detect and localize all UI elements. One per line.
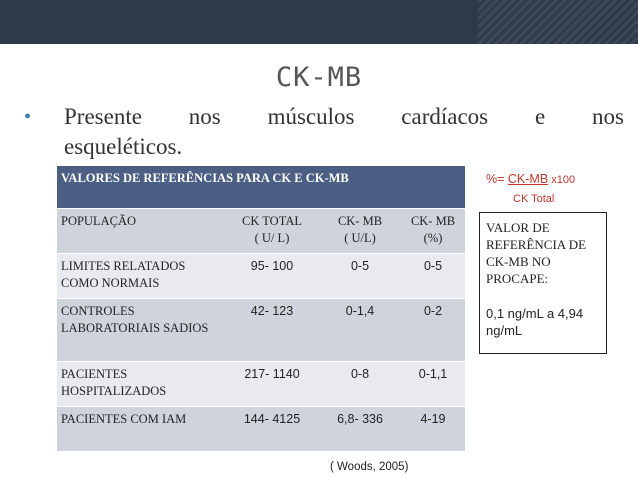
banner-stripes [478, 0, 638, 44]
col-header-population: POPULAÇÃO [57, 209, 225, 254]
col-header-ck-total-unit: ( U/ L) [254, 231, 290, 245]
slide-title: CK-MB [275, 62, 363, 93]
col-header-ckmb-pct [401, 209, 465, 254]
cell-population: CONTROLES LABORATORIAIS SADIOS [57, 299, 225, 362]
col-header-ckmb-pct-label: CK- MB [410, 214, 456, 228]
cell-ckmb: 0-1,4 [319, 299, 401, 362]
cell-population: PACIENTES COM IAM [57, 407, 225, 452]
cell-population: LIMITES RELATADOS COMO NORMAIS [57, 254, 225, 299]
table-row [57, 362, 465, 407]
col-header-ck-total [225, 209, 319, 254]
bullet-dot-icon: • [24, 106, 32, 128]
col-header-ckmb-unit: ( U/L) [344, 231, 376, 245]
bullet-word: músculos [267, 104, 355, 129]
citation: ( Woods, 2005) [330, 461, 409, 473]
col-header-ck-total-label: CK TOTAL [242, 214, 302, 228]
cell-ck-total: 95- 100 [225, 254, 319, 299]
cell-ckmb: 6,8- 336 [319, 407, 401, 452]
table-row [57, 407, 465, 452]
cell-ckmb: 0-5 [319, 254, 401, 299]
cell-ck-total: 42- 123 [225, 299, 319, 362]
cell-ckmb-pct: 4-19 [401, 407, 465, 452]
top-banner [0, 0, 638, 44]
col-header-ckmb-label: CK- MB [337, 214, 383, 228]
formula-numerator: CK-MB [507, 172, 549, 186]
bullet-word: nos [592, 104, 624, 129]
cell-population: PACIENTES HOSPITALIZADOS [57, 362, 225, 407]
procape-reference-box [479, 212, 607, 354]
formula-denominator: CK Total [513, 193, 555, 205]
cell-ckmb: 0-8 [319, 362, 401, 407]
table-column-headers [57, 209, 465, 254]
col-header-ckmb [319, 209, 401, 254]
table-header-row [57, 166, 465, 209]
bullet-line-2: esqueléticos. [64, 134, 183, 159]
box-value: 0,1 ng/mL a 4,94 ng/mL [486, 306, 584, 338]
bullet-word: cardíacos [401, 104, 489, 129]
table-header: VALORES DE REFERÊNCIAS PARA CK E CK-MB [57, 166, 465, 209]
bullet-word: e [534, 104, 546, 129]
bullet-word: Presente [64, 104, 142, 129]
cell-ck-total: 144- 4125 [225, 407, 319, 452]
table-row [57, 299, 465, 362]
col-header-ckmb-pct-unit: (%) [423, 231, 443, 245]
formula-multiplier: x100 [548, 174, 576, 186]
cell-ckmb-pct: 0-2 [401, 299, 465, 362]
reference-values-table [57, 165, 465, 451]
ckmb-percent-formula [486, 172, 575, 186]
formula-prefix: %= [486, 172, 508, 186]
cell-ck-total: 217- 1140 [225, 362, 319, 407]
box-label: VALOR DE REFERÊNCIA DE CK-MB NO PROCAPE: [486, 220, 587, 286]
cell-ckmb-pct: 0-1,1 [401, 362, 465, 407]
table-row [57, 254, 465, 299]
bullet-word: nos [188, 104, 221, 129]
bullet-line-1 [64, 102, 624, 132]
cell-ckmb-pct: 0-5 [401, 254, 465, 299]
